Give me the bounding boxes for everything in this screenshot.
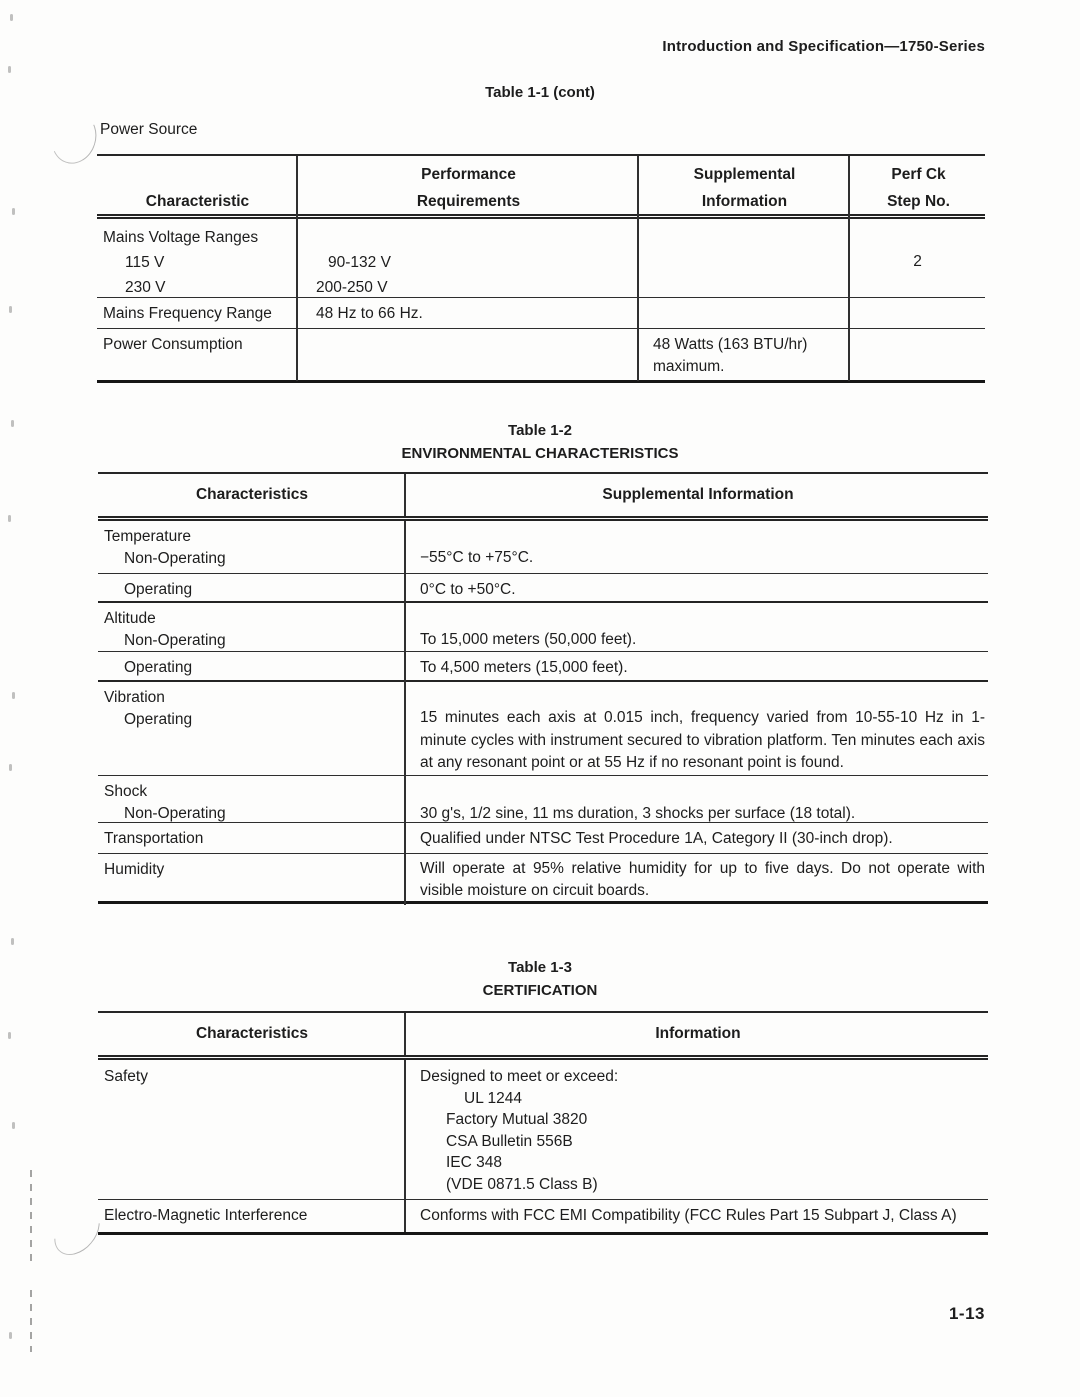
scan-artifact	[12, 692, 15, 699]
cell-step-no	[848, 329, 985, 381]
scan-artifact	[12, 1122, 15, 1129]
table-row	[98, 521, 988, 574]
cell-supplemental	[637, 298, 848, 329]
table-row	[98, 1060, 988, 1200]
cell-characteristic: Mains Voltage Ranges 115 V 230 V	[103, 229, 259, 296]
running-header: Introduction and Specification—1750-Series	[662, 38, 985, 55]
table1-header-perf-ck-step-no: Perf Ck Step No.	[848, 156, 985, 222]
table1-header-performance-requirements: Performance Requirements	[296, 156, 637, 222]
cell-performance: 90-132 V 200-250 V	[296, 219, 637, 304]
scan-artifact	[9, 306, 12, 313]
table3-header-information: Information	[404, 1013, 988, 1055]
table2-title: Table 1-2	[508, 422, 572, 439]
cell-step-no	[848, 298, 985, 329]
table-environmental-characteristics	[98, 472, 988, 904]
table2-caption	[0, 419, 1080, 465]
cell-characteristic: Power Consumption	[103, 336, 243, 353]
cell-characteristic: Humidity	[104, 861, 165, 878]
table2-header-row	[98, 474, 988, 521]
scan-artifact	[10, 14, 13, 21]
table3-header-row	[98, 1013, 988, 1060]
table3-caption	[0, 956, 1080, 1002]
scan-artifact	[45, 106, 103, 169]
cell-supplemental: 48 Watts (163 BTU/hr) maximum.	[637, 329, 848, 381]
table3-title: Table 1-3	[508, 959, 572, 976]
table1-header-supplemental-information: Supplemental Information	[637, 156, 848, 222]
scan-artifact	[30, 1290, 32, 1352]
cell-value: Qualified under NTSC Test Procedure 1A, Category II (30-inch drop).	[404, 823, 988, 854]
cell-characteristic: Operating	[124, 659, 193, 676]
scan-artifact	[12, 208, 15, 215]
cell-performance: 48 Hz to 66 Hz.	[296, 298, 637, 329]
table2-header-characteristics: Characteristics	[195, 486, 308, 503]
table-row	[97, 298, 985, 329]
table-row	[98, 574, 988, 603]
table-row	[97, 329, 985, 380]
scan-artifact	[8, 515, 11, 522]
cell-information: Conforms with FCC EMI Compatibility (FCC Rules Part 15 Subpart J, Class A)	[404, 1200, 988, 1232]
cell-value: 30 g's, 1/2 sine, 11 ms duration, 3 shocks per surface (18 total).	[404, 776, 988, 829]
scan-artifact	[11, 938, 14, 945]
table2-header-supplemental-information: Supplemental Information	[404, 474, 988, 516]
table1-header-characteristic: Characteristic	[145, 193, 250, 210]
cell-characteristic: Shock Non-Operating	[104, 783, 226, 822]
table-row	[97, 219, 985, 298]
cell-characteristic: Altitude Non-Operating	[104, 610, 226, 649]
cell-value: −55°C to +75°C.	[404, 521, 988, 573]
cell-value: Will operate at 95% relative humidity for up to five days. Do not operate with visible moisture on circuit boards.	[404, 854, 988, 905]
page-number: 1-13	[948, 1304, 985, 1323]
cell-performance	[296, 329, 637, 381]
table-row	[98, 776, 988, 823]
table-row	[98, 823, 988, 854]
table-row	[98, 1200, 988, 1232]
cell-value: To 15,000 meters (50,000 feet).	[404, 603, 988, 655]
cell-characteristic: Vibration Operating	[104, 689, 193, 728]
scan-artifact	[30, 1170, 32, 1262]
table-power-source	[97, 154, 985, 383]
cell-supplemental	[637, 219, 848, 304]
scan-artifact	[8, 66, 11, 73]
scan-artifact	[8, 1032, 11, 1039]
table-row	[98, 652, 988, 682]
table-row	[98, 603, 988, 652]
table-row	[98, 682, 988, 776]
cell-characteristic: Safety	[104, 1068, 148, 1085]
table1-section-label: Power Source	[100, 121, 198, 138]
cell-value: 0°C to +50°C.	[404, 574, 988, 605]
cell-characteristic: Transportation	[104, 830, 204, 847]
cell-value: To 4,500 meters (15,000 feet).	[404, 652, 988, 683]
table3-subtitle: CERTIFICATION	[482, 982, 598, 999]
table3-header-characteristics: Characteristics	[195, 1025, 308, 1042]
table1-title: Table 1-1 (cont)	[485, 84, 595, 101]
cell-step-no: 2	[848, 219, 985, 304]
cell-value: 15 minutes each axis at 0.015 inch, frequency varied from 10-55-10 Hz in 1-minute cycles with instrument secured to vibration platform. Ten minutes each axis at any resonant point or at 55 Hz if no resonant point is found.	[404, 682, 988, 779]
table-row	[98, 854, 988, 901]
table2-subtitle: ENVIRONMENTAL CHARACTERISTICS	[401, 445, 679, 462]
scan-artifact	[9, 764, 12, 771]
cell-characteristic: Mains Frequency Range	[103, 305, 272, 322]
scan-artifact	[9, 1332, 12, 1339]
table-certification	[98, 1011, 988, 1235]
table1-header-row	[97, 156, 985, 219]
cell-characteristic: Operating	[124, 581, 193, 598]
cell-information: Designed to meet or exceed: UL 1244 Factory Mutual 3820 CSA Bulletin 556B IEC 348 (VDE 0871.5 Class B)	[404, 1060, 988, 1199]
cell-characteristic: Electro-Magnetic Interference	[104, 1207, 308, 1224]
cell-characteristic: Temperature Non-Operating	[104, 528, 226, 567]
